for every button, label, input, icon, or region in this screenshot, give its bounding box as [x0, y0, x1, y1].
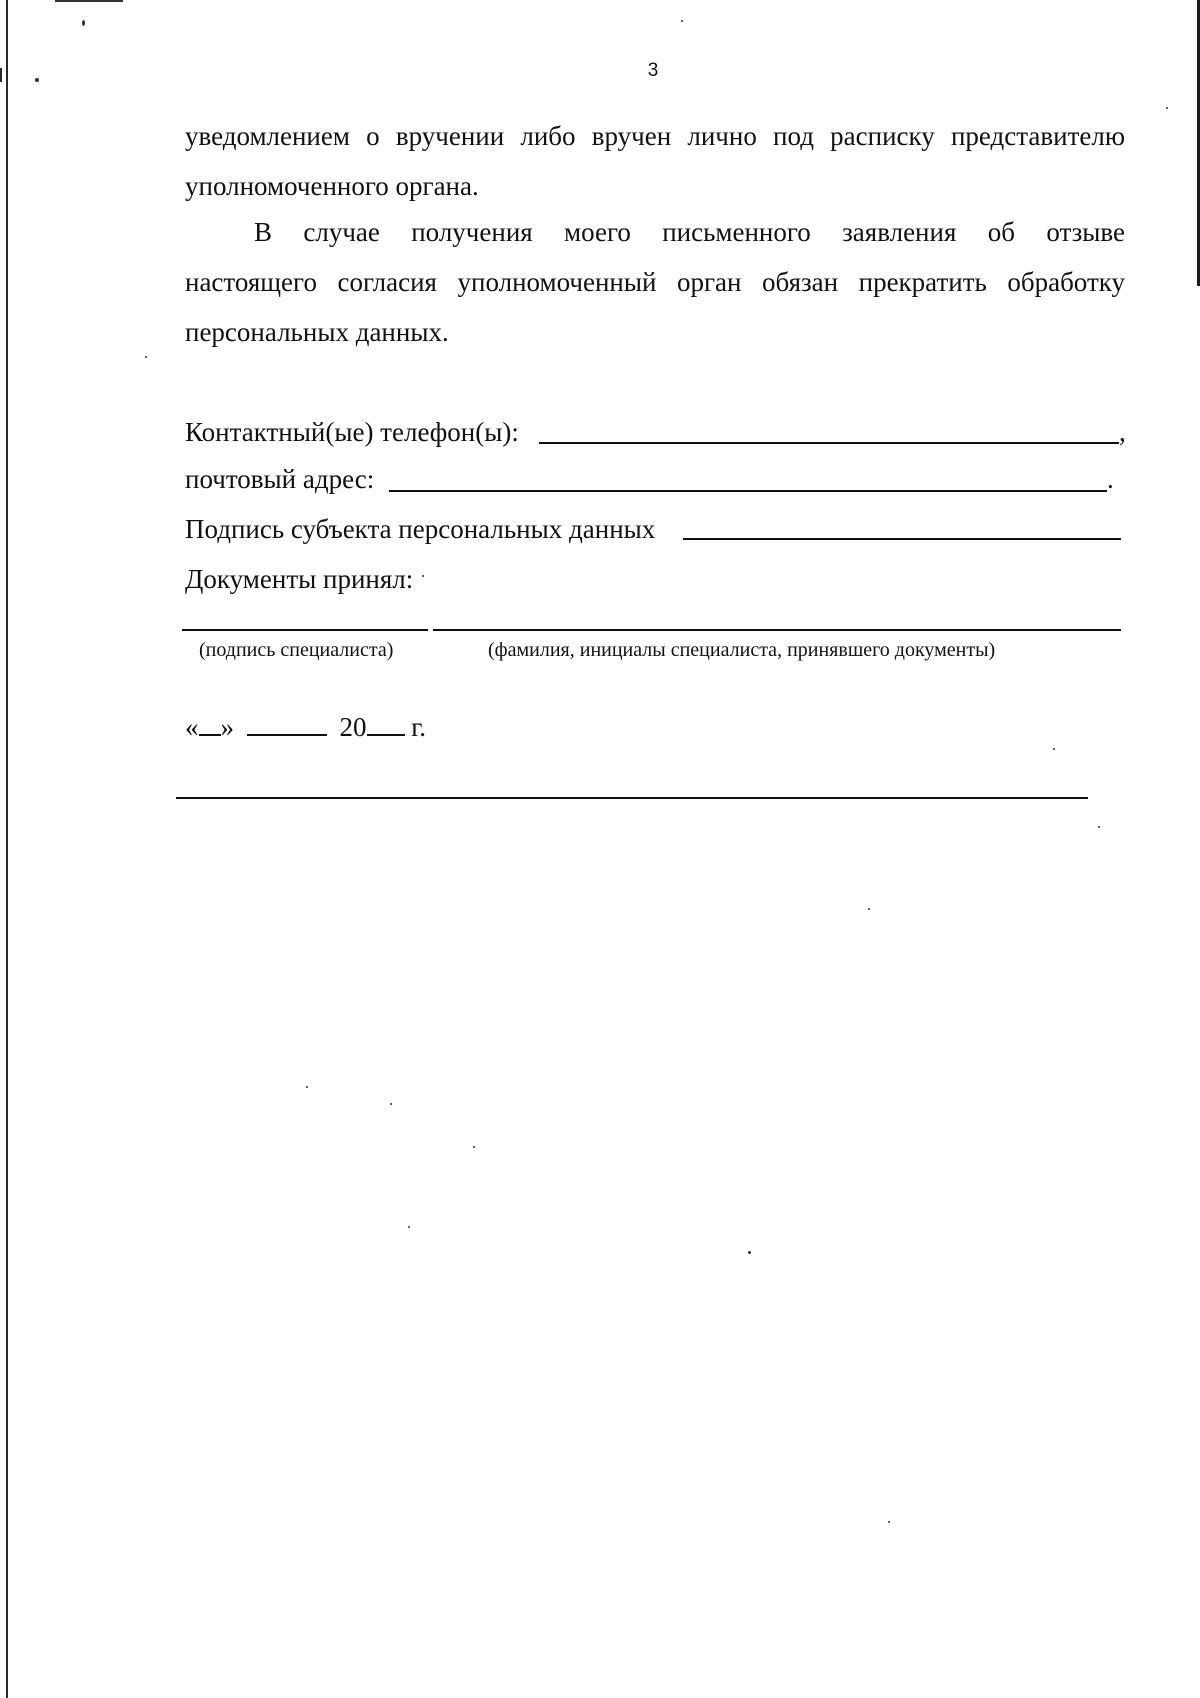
scan-speck	[145, 356, 147, 358]
scan-speck	[1053, 748, 1055, 750]
page-number: 3	[647, 60, 659, 81]
phone-field[interactable]	[539, 442, 1119, 444]
date-day-field[interactable]	[199, 712, 221, 736]
paragraph-2-line-2: настоящего согласия уполномоченный орган обязан прекратить обработку	[185, 267, 1125, 297]
date-year-suffix: г.	[411, 712, 427, 742]
date-year-field[interactable]	[367, 712, 405, 736]
scan-speck	[1098, 826, 1100, 828]
specialist-name-field[interactable]	[433, 629, 1121, 631]
specialist-signature-field[interactable]	[182, 629, 428, 631]
paragraph-1	[185, 111, 1125, 211]
subject-signature-field[interactable]	[683, 538, 1121, 540]
subject-signature-label: Подпись субъекта персональных данных	[185, 514, 656, 544]
date-month-field[interactable]	[247, 712, 327, 736]
accepted-label: Документы принял:	[185, 564, 414, 594]
scan-speck	[473, 1146, 475, 1148]
specialist-name-caption: (фамилия, инициалы специалиста, принявшего документы)	[488, 639, 996, 661]
paragraph-1-line-2: уполномоченного органа.	[185, 171, 479, 201]
date-line	[185, 709, 426, 745]
scan-edge-top	[55, 0, 123, 2]
address-trail: .	[1107, 464, 1114, 494]
scan-speck	[681, 20, 683, 22]
paragraph-2-line-3: персональных данных.	[185, 317, 449, 347]
paragraph-2	[185, 207, 1125, 357]
date-year-prefix: 20	[339, 712, 367, 742]
scan-speck	[888, 1521, 890, 1523]
scan-speck	[408, 1226, 410, 1228]
scan-speck	[422, 575, 424, 577]
date-open-quote: «	[185, 712, 199, 742]
paragraph-1-line-1: уведомлением о вручении либо вручен лично под расписку представителю	[185, 121, 1125, 151]
scan-edge-left	[6, 0, 8, 1698]
phone-label: Контактный(ые) телефон(ы):	[185, 417, 519, 447]
closing-rule	[176, 797, 1088, 799]
date-close-quote: »	[220, 712, 234, 742]
specialist-signature-caption: (подпись специалиста)	[199, 639, 394, 661]
scan-speck	[306, 1086, 308, 1088]
scan-speck	[390, 1103, 392, 1105]
scan-speck	[748, 1251, 751, 1254]
paragraph-2-line-1: В случае получения моего письменного заявления об отзыве	[254, 217, 1125, 247]
scan-speck	[868, 908, 870, 910]
address-label: почтовый адрес:	[185, 464, 375, 494]
phone-trail: ,	[1119, 417, 1126, 447]
scan-speck	[1166, 107, 1168, 109]
address-field[interactable]	[389, 490, 1107, 492]
scan-speck	[82, 20, 85, 26]
